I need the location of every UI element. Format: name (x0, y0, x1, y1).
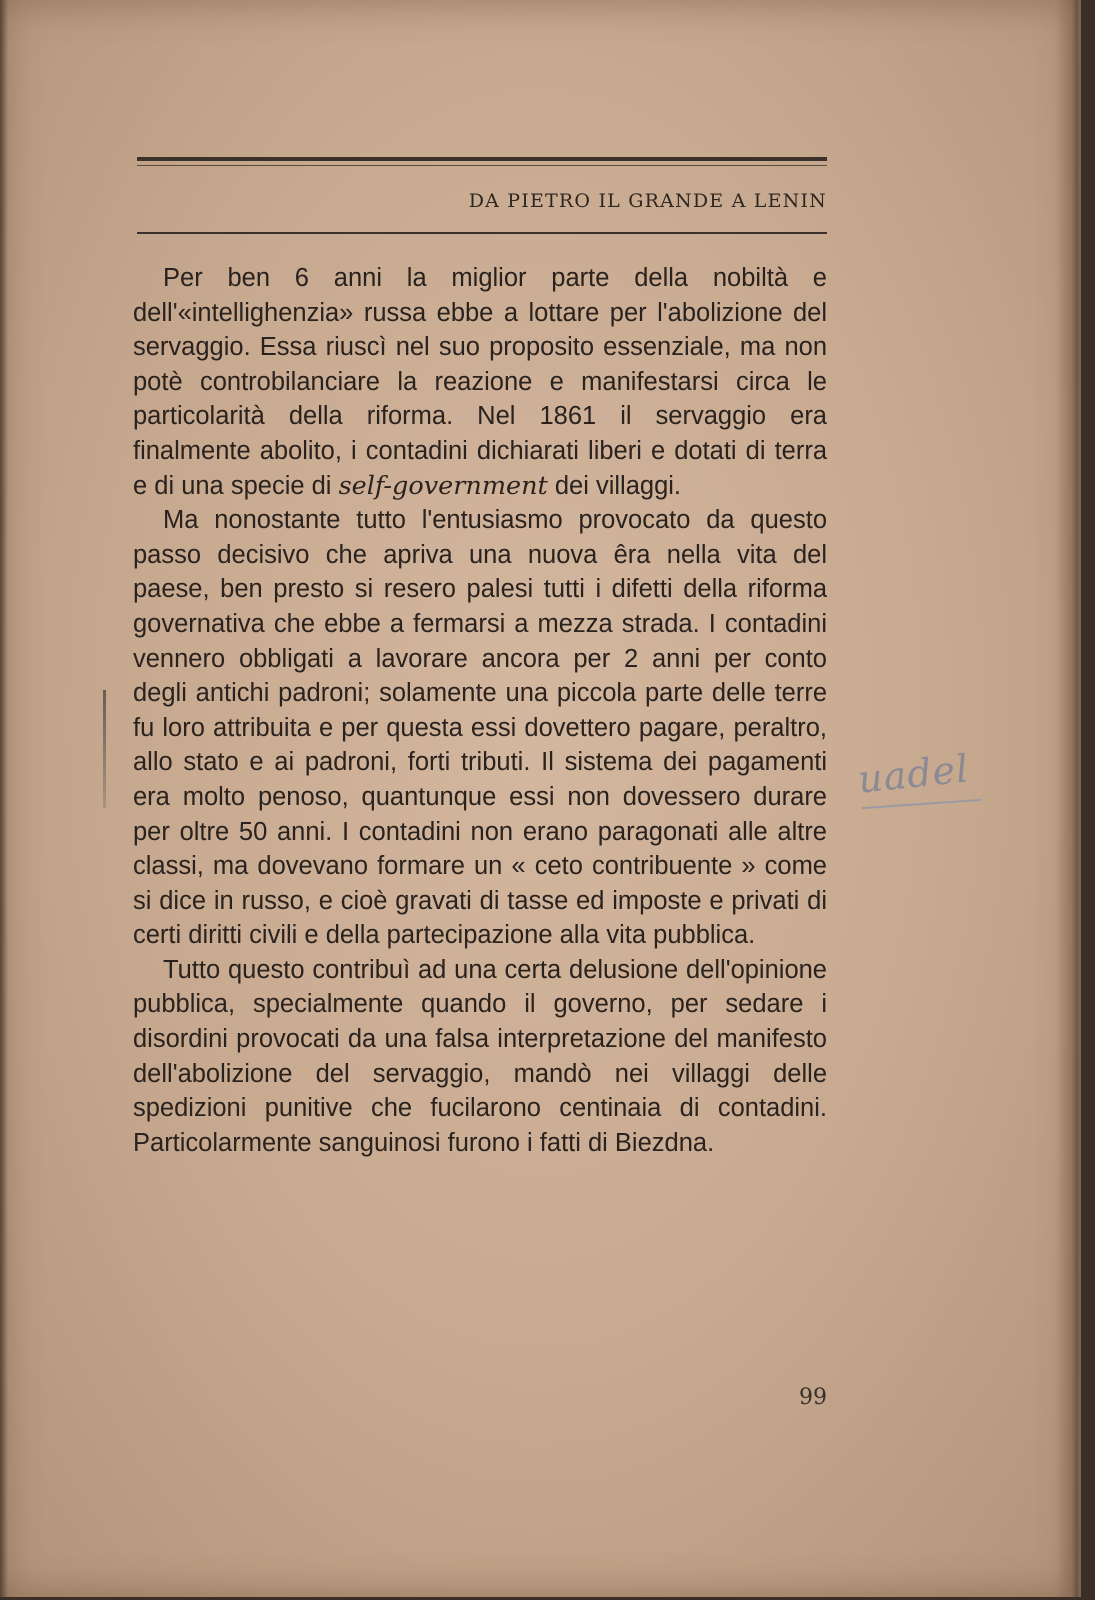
page-left-edge (0, 0, 8, 1597)
paragraph-2: Ma nonostante tutto l'entusiasmo provocato da questo passo decisivo che apriva una nuova êra nella vita del paese, ben presto si resero palesi tutti i difetti della riforma governativa che ebbe a fermarsi a mezza strada. I contadini vennero obbligati a lavorare ancora per 2 anni per conto degli antichi padroni; solamente una piccola parte delle terre fu loro attribuita e per questa essi dovettero pagare, peraltro, allo stato e ai padroni, forti tributi. Il sistema dei pagamenti era molto penoso, quantunque essi non dovessero durare per oltre 50 anni. I contadini non erano paragonati alle altre classi, ma dovevano formare un « ceto contribuente » come si dice in russo, e cioè gravati di tasse ed imposte e privati di certi diritti civili e della partecipazione alla vita pubblica. (133, 506, 827, 950)
running-head: DA PIETRO IL GRANDE A LENIN (468, 190, 827, 212)
handwritten-underline (862, 799, 982, 809)
handwritten-margin-note: uadel (856, 746, 972, 802)
body-text (133, 261, 827, 1160)
paragraph-3: Tutto questo contribuì ad una certa delusione dell'opinione pubblica, specialmente quando il governo, per sedare i disordini provocati da una falsa interpretazione del manifesto dell'abolizione del servaggio, mandò nei villaggi delle spedizioni punitive che fucilarono centinaia di contadini. Particolarmente sanguinosi furono i fatti di Biezdna. (133, 955, 827, 1157)
paragraph-1: Per ben 6 anni la miglior parte della nobiltà e dell'«intellighenzia» russa ebbe a lottare per l'abolizione del servaggio. Essa riuscì nel suo proposito essenziale, ma non potè controbilanciare la reazione e manifestarsi circa le particolarità della riforma. Nel 1861 il servaggio era finalmente abolito, i contadini dichiarati liberi e dotati di terra e di una specie di self-government dei villaggi. (133, 264, 827, 501)
header-rule-thin (137, 165, 827, 166)
italic-term: self-government (338, 470, 548, 501)
margin-pencil-mark (103, 690, 106, 808)
header-rule-thick (137, 157, 827, 161)
header-rule-under (137, 232, 827, 234)
page-number: 99 (799, 1385, 827, 1410)
page-right-edge (1056, 0, 1078, 1597)
